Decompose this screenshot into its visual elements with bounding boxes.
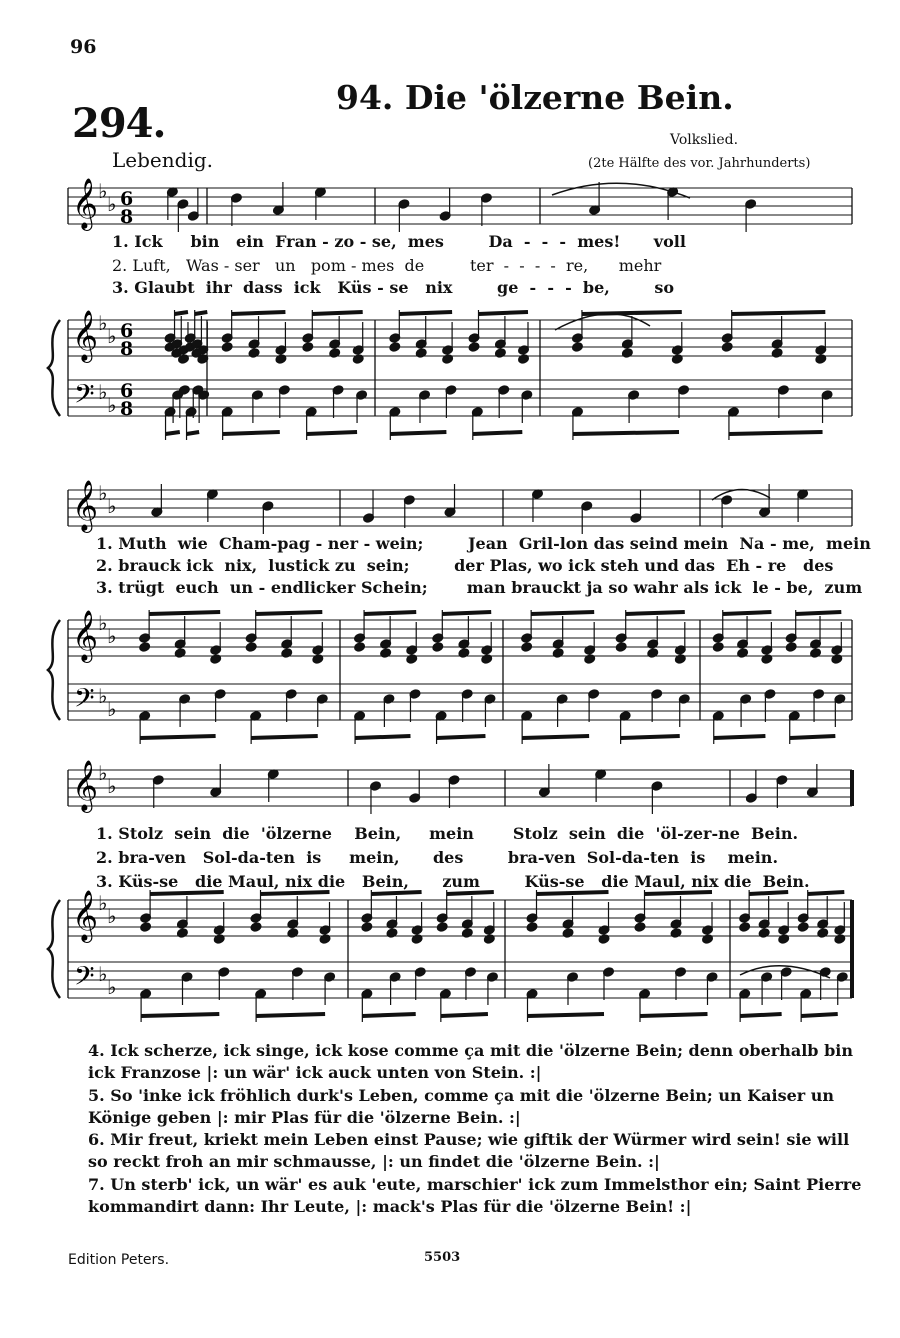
page-number: 96: [70, 36, 97, 58]
flat-sign: ♭: [98, 891, 108, 915]
slur: [555, 314, 650, 330]
lyric-line-s2-v1: 1. Muth wie Cham-pag - ner - wein; Jean Gril-lon das seind mein Na - me, mein: [96, 534, 871, 553]
note-head: [174, 648, 186, 659]
note-head: [518, 354, 530, 365]
note-head: [436, 922, 448, 933]
note-head: [389, 342, 401, 353]
note-head: [571, 342, 583, 353]
note-head: [671, 354, 683, 365]
note-head: [674, 654, 686, 665]
time-signature-bottom: 8: [120, 206, 134, 228]
note-head: [831, 654, 843, 665]
time-signature-bottom: 8: [120, 338, 134, 360]
beam: [141, 1014, 219, 1016]
beam: [355, 736, 410, 738]
lyric-line-s1-v2: 2. Luft, Was - ser un pom - mes de ter - - - - re, mehr: [112, 256, 662, 275]
beam: [390, 432, 446, 434]
note-head: [761, 654, 773, 665]
beam: [582, 312, 682, 314]
note-head: [380, 648, 392, 659]
note-head: [139, 642, 151, 653]
note-head: [319, 934, 331, 945]
beam: [729, 432, 823, 434]
song-origin: Volkslied.: [670, 132, 739, 148]
additional-verses: [88, 1040, 868, 1218]
note-head: [810, 648, 822, 659]
note-head: [494, 348, 506, 359]
note-head: [721, 342, 733, 353]
note-head: [712, 642, 724, 653]
note-head: [415, 348, 427, 359]
lyric-line-s1-v1: 1. Ick bin ein Fran - zo - se, mes Da - - - mes! voll: [112, 232, 686, 251]
song-origin-detail: (2te Hälfte des vor. Jahrhunderts): [588, 156, 811, 171]
beam: [626, 612, 685, 614]
beam: [251, 736, 318, 738]
beam: [307, 432, 357, 434]
note-head: [248, 348, 260, 359]
song-title: 94. Die 'ölzerne Bein.: [336, 78, 734, 117]
note-head: [817, 928, 829, 939]
verse-4: 4. Ick scherze, ick singe, ick kose comme ça mit die 'ölzerne Bein; denn oberhalb bin ick Franzose |: un wär' ick auck unten von Stein. :|: [88, 1041, 853, 1083]
treble-clef: 𝄞: [72, 890, 99, 941]
beam: [166, 432, 180, 434]
flat-sign: ♭: [107, 494, 117, 518]
slur: [712, 489, 770, 500]
bass-clef: 𝄢: [74, 960, 95, 998]
beam: [801, 1014, 838, 1016]
beam: [479, 312, 529, 314]
flat-sign: ♭: [107, 697, 117, 721]
plate-number: 5503: [424, 1250, 461, 1265]
flat-sign: ♭: [98, 311, 108, 335]
tempo-marking: Lebendig.: [112, 148, 213, 172]
beam: [150, 892, 224, 894]
flat-sign: ♭: [107, 975, 117, 999]
flat-sign: ♭: [98, 962, 108, 986]
beam: [473, 432, 523, 434]
note-head: [312, 654, 324, 665]
beam: [790, 736, 836, 738]
flat-sign: ♭: [98, 179, 108, 203]
note-head: [778, 934, 790, 945]
flat-sign: ♭: [107, 324, 117, 348]
note-head: [621, 348, 633, 359]
note-head: [815, 354, 827, 365]
beam: [399, 312, 452, 314]
flat-sign: ♭: [107, 774, 117, 798]
beam: [442, 612, 491, 614]
beam: [796, 612, 842, 614]
note-head: [615, 642, 627, 653]
beam: [740, 1014, 781, 1016]
beam: [522, 736, 589, 738]
beam: [640, 1014, 708, 1016]
note-head: [250, 922, 262, 933]
lyric-line-s3-v1: 1. Stolz sein die 'ölzerne Bein, mein Stolz sein die 'öl-zer-ne Bein.: [96, 824, 799, 843]
beam: [808, 892, 845, 894]
beam: [528, 1014, 605, 1016]
note-head: [468, 342, 480, 353]
beam: [437, 736, 486, 738]
note-head: [670, 928, 682, 939]
verse-5: 5. So 'inke ick fröhlich durk's Leben, comme ça mit die 'ölzerne Bein; un Kaiser un Könige geben |: mir Plas für die 'ölzerne Bein. :|: [88, 1085, 835, 1127]
note-head: [785, 642, 797, 653]
bass-clef: 𝄢: [74, 682, 95, 720]
note-head: [481, 654, 493, 665]
bass-clef: 𝄢: [74, 378, 95, 416]
beam: [223, 432, 280, 434]
note-head: [406, 654, 418, 665]
beam: [149, 612, 220, 614]
time-signature-top: 6: [120, 380, 134, 402]
beam: [531, 612, 594, 614]
flat-sign: ♭: [98, 684, 108, 708]
note-head: [521, 642, 533, 653]
note-head: [352, 354, 364, 365]
beam: [261, 892, 330, 894]
note-head: [458, 648, 470, 659]
beam: [732, 312, 826, 314]
note-head: [562, 928, 574, 939]
treble-clef: 𝄞: [72, 610, 99, 661]
beam: [621, 736, 680, 738]
beam: [364, 612, 416, 614]
time-signature-bottom: 8: [120, 398, 134, 420]
beam: [140, 736, 215, 738]
beam: [749, 892, 788, 894]
note-head: [221, 342, 233, 353]
beam: [312, 312, 362, 314]
flat-sign: ♭: [98, 481, 108, 505]
lyric-line-s3-v2: 2. bra-ven Sol-da-ten is mein, des bra-ven Sol-da-ten is mein.: [96, 848, 779, 867]
note-head: [552, 648, 564, 659]
beam: [371, 892, 421, 894]
beam: [573, 432, 679, 434]
note-head: [739, 922, 751, 933]
note-head: [758, 928, 770, 939]
note-head: [411, 934, 423, 945]
treble-clef: 𝄞: [72, 178, 99, 229]
note-head: [213, 934, 225, 945]
note-head: [702, 934, 714, 945]
flat-sign: ♭: [98, 380, 108, 404]
note-head: [361, 922, 373, 933]
note-head: [432, 642, 444, 653]
treble-clef: 𝄞: [72, 480, 99, 531]
note-head: [526, 922, 538, 933]
beam: [362, 1014, 415, 1016]
beam: [714, 736, 766, 738]
beam: [645, 892, 713, 894]
beam: [723, 612, 772, 614]
note-head: [584, 654, 596, 665]
note-head: [245, 642, 257, 653]
flat-sign: ♭: [107, 624, 117, 648]
beam: [256, 612, 323, 614]
lyric-line-s3-v3: 3. Küs-se die Maul, nix die Bein, zum Küs-se die Maul, nix die Bein.: [96, 872, 810, 891]
flat-sign: ♭: [107, 904, 117, 928]
note-head: [598, 934, 610, 945]
note-head: [176, 928, 188, 939]
note-head: [275, 354, 287, 365]
time-signature-top: 6: [120, 320, 134, 342]
flat-sign: ♭: [98, 611, 108, 635]
treble-clef: 𝄞: [72, 760, 99, 811]
beam: [441, 1014, 488, 1016]
beam: [187, 432, 200, 434]
lyric-line-s2-v3: 3. trügt euch un - endlicker Schein; man brauckt ja so wahr als ick le - be, zum: [96, 578, 863, 597]
note-head: [797, 922, 809, 933]
note-head: [483, 934, 495, 945]
piano-brace: [48, 320, 60, 416]
note-head: [281, 648, 293, 659]
note-head: [634, 922, 646, 933]
beam: [447, 892, 494, 894]
note-head: [386, 928, 398, 939]
flat-sign: ♭: [98, 761, 108, 785]
flat-sign: ♭: [107, 192, 117, 216]
note-head: [771, 348, 783, 359]
beam: [256, 1014, 325, 1016]
note-head: [354, 642, 366, 653]
time-signature-top: 6: [120, 188, 134, 210]
verse-6: 6. Mir freut, kriekt mein Leben einst Pause; wie giftik der Würmer wird sein! sie will so reckt froh an mir schmausse, |: un findet die 'ölzerne Bein. :|: [88, 1130, 850, 1172]
flat-sign: ♭: [107, 393, 117, 417]
note-head: [140, 922, 152, 933]
lyric-line-s2-v2: 2. brauck ick nix, lustick zu sein; der Plas, wo ick steh und das Eh - re des: [96, 556, 834, 575]
note-head: [210, 654, 222, 665]
collection-number: 294.: [72, 100, 166, 147]
beam: [232, 312, 286, 314]
lyric-line-s1-v3: 3. Glaubt ihr dass ick Küs - se nix ge - - - be, so: [112, 278, 675, 297]
note-head: [442, 354, 454, 365]
note-head: [302, 342, 314, 353]
piano-brace: [48, 620, 60, 720]
piano-brace: [48, 900, 60, 998]
verse-7: 7. Un sterb' ick, un wär' es auk 'eute, marschier' ick zum Immelsthor ein; Saint Pierre kommandirt dann: Ihr Leute, |: mack's Plas für die 'ölzerne Bein! :|: [88, 1174, 862, 1217]
note-head: [287, 928, 299, 939]
note-head: [647, 648, 659, 659]
beam: [537, 892, 609, 894]
note-head: [834, 934, 846, 945]
publisher-name: Edition Peters.: [68, 1252, 170, 1268]
treble-clef: 𝄞: [72, 310, 99, 361]
note-head: [461, 928, 473, 939]
beam: [175, 312, 188, 314]
beam: [195, 312, 208, 314]
note-head: [737, 648, 749, 659]
note-head: [329, 348, 341, 359]
